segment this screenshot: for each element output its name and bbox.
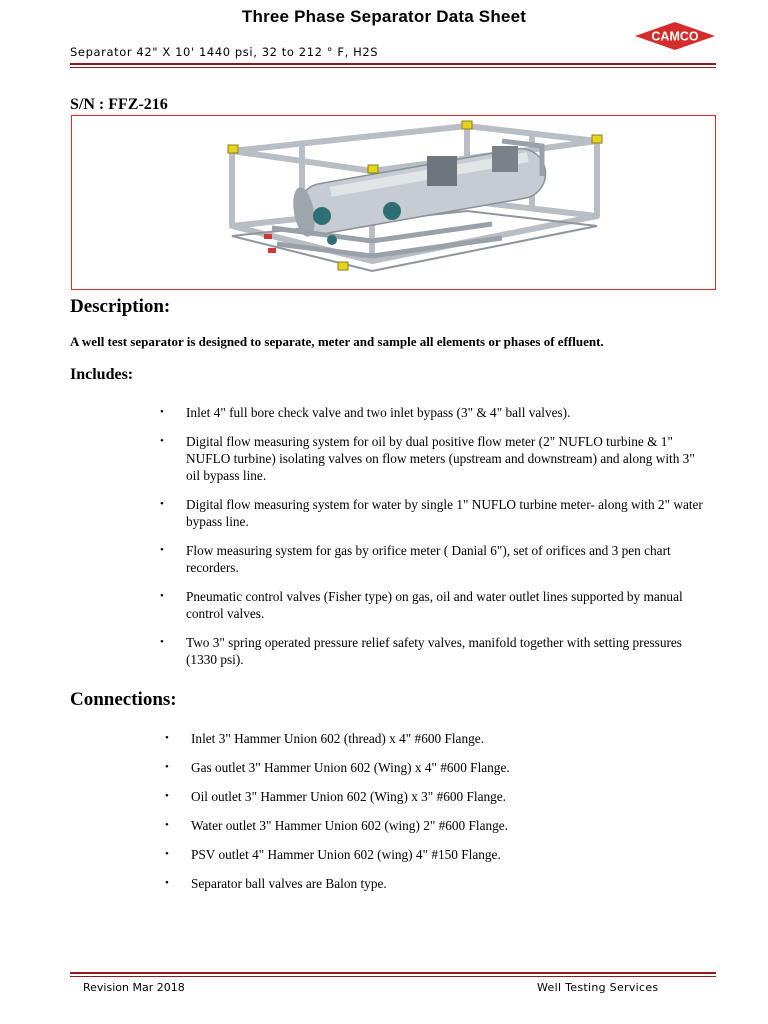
list-item-text: Separator ball valves are Balon type.	[191, 876, 387, 891]
serial-number: S/N : FFZ-216	[70, 96, 168, 113]
bullet-icon: •	[165, 819, 169, 831]
bullet-icon: •	[160, 435, 164, 447]
bullet-icon: •	[160, 590, 164, 602]
includes-list	[160, 404, 705, 680]
equipment-image-frame	[71, 115, 716, 290]
header-rule-thin	[70, 67, 716, 68]
list-item-text: Flow measuring system for gas by orifice meter ( Danial 6"), set of orifices and 3 pen chart recorders.	[186, 543, 671, 575]
list-item-text: Digital flow measuring system for oil by dual positive flow meter (2" NUFLO turbine & 1" NUFLO turbine) isolating valves on flow meters (upstream and downstream) and along with 3" oil bypass line.	[186, 434, 695, 483]
bullet-icon: •	[160, 636, 164, 648]
list-item	[160, 588, 705, 622]
list-item	[165, 759, 710, 776]
list-item	[160, 404, 705, 421]
connections-heading: Connections:	[70, 689, 177, 710]
list-item-text: Oil outlet 3" Hammer Union 602 (Wing) x 3" #600 Flange.	[191, 789, 506, 804]
description-text: A well test separator is designed to separate, meter and sample all elements or phases of effluent.	[70, 334, 604, 349]
list-item	[160, 542, 705, 576]
list-item-text: Two 3" spring operated pressure relief safety valves, manifold together with setting pressures (1330 psi).	[186, 635, 682, 667]
separator-skid-illustration	[72, 116, 717, 291]
includes-heading: Includes:	[70, 366, 134, 383]
bullet-icon: •	[160, 406, 164, 418]
list-item	[165, 730, 710, 747]
list-item	[160, 634, 705, 668]
description-heading: Description:	[70, 296, 171, 317]
footer-rule	[70, 972, 716, 974]
camco-logo	[634, 21, 716, 51]
bullet-icon: •	[165, 848, 169, 860]
bullet-icon: •	[160, 544, 164, 556]
document-subtitle: Separator 42" X 10' 1440 psi, 32 to 212 ° F, H2S	[70, 45, 379, 59]
header-rule	[70, 63, 716, 65]
list-item-text: PSV outlet 4" Hammer Union 602 (wing) 4" #150 Flange.	[191, 847, 501, 862]
revision-date: Revision Mar 2018	[83, 981, 185, 994]
connections-list	[165, 730, 710, 904]
list-item	[160, 433, 705, 484]
bullet-icon: •	[165, 761, 169, 773]
list-item-text: Gas outlet 3" Hammer Union 602 (Wing) x 4" #600 Flange.	[191, 760, 510, 775]
list-item-text: Digital flow measuring system for water by single 1" NUFLO turbine meter- along with 2" water bypass line.	[186, 497, 703, 529]
list-item	[165, 817, 710, 834]
list-item	[165, 846, 710, 863]
bullet-icon: •	[165, 732, 169, 744]
list-item	[165, 788, 710, 805]
footer-rule-thin	[70, 976, 716, 977]
list-item-text: Water outlet 3" Hammer Union 602 (wing) 2" #600 Flange.	[191, 818, 509, 833]
list-item	[160, 496, 705, 530]
document-title: Three Phase Separator Data Sheet	[241, 7, 527, 26]
list-item-text: Inlet 3" Hammer Union 602 (thread) x 4" #600 Flange.	[191, 731, 484, 746]
list-item-text: Pneumatic control valves (Fisher type) on gas, oil and water outlet lines supported by manual control valves.	[186, 589, 683, 621]
list-item-text: Inlet 4" full bore check valve and two inlet bypass (3" & 4" ball valves).	[186, 405, 571, 420]
bullet-icon: •	[165, 790, 169, 802]
department-name: Well Testing Services	[537, 981, 659, 994]
bullet-icon: •	[160, 498, 164, 510]
logo-text: CAMCO	[651, 29, 699, 44]
bullet-icon: •	[165, 877, 169, 889]
list-item	[165, 875, 710, 892]
